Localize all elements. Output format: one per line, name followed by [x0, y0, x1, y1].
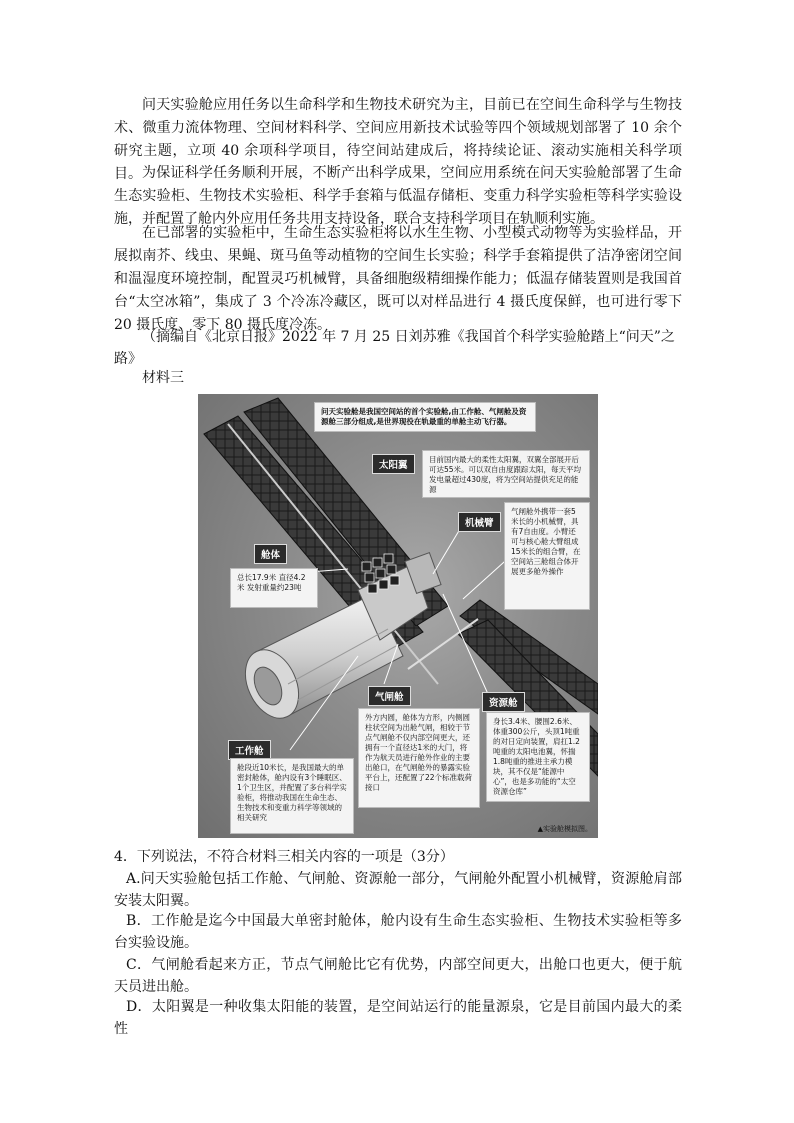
- solar-wing-callout: 目前国内最大的柔性太阳翼，双翼全部展开后可达55米。可以双自由度跟踪太阳，每天平均发电量超过430度，将为空间站提供充足的能源: [422, 450, 590, 498]
- resource-module-tag: 资源舱: [482, 692, 525, 712]
- figure-note: ▲实验舱模拟图。: [537, 825, 592, 833]
- airlock-callout: 外方内圆，舱体为方形，内侧圆柱状空间为出舱气闸，相较于节点气闸舱不仅内部空间更大，还拥有一个直径达1米的大门，将作为航天员进行舱外作业的主要出舱口，在气闸舱外的暴露实验平台上，还配置了22个标准载荷接口: [358, 708, 480, 808]
- option-d: D．太阳翼是一种收集太阳能的装置，是空间站运行的能量源泉，它是目前国内最大的柔性: [114, 999, 682, 1037]
- resource-module-callout: 身长3.4米、腰围2.6米、体重300公斤，头顶1吨重的对日定向装置，肩扛1.2吨重的太阳电池翼，怀揣1.8吨重的推进主承力模块，其不仅是“能源中心”，也是多功能的“太空资源仓库”: [486, 712, 590, 802]
- robot-arm-tag: 机械臂: [458, 512, 501, 532]
- option-c: C．气闸舱看起来方正，节点气闸舱比它有优势，内部空间更大，出舱口也更大，便于航天员进出舱。: [114, 957, 682, 995]
- option-a: A.问天实验舱包括工作舱、气闸舱、资源舱一部分，气闸舱外配置小机械臂，资源舱肩部安装太阳翼。: [114, 871, 682, 909]
- work-module-callout: 舱段近10米长，是我国最大的单密封舱体，舱内设有3个睡眠区、1个卫生区，并配置了多台科学实验柜，将推动我国在生命生态、生物技术和变重力科学等领域的相关研究: [230, 758, 354, 834]
- work-module-tag: 工作舱: [228, 740, 271, 760]
- material-three-label: 材料三: [142, 370, 184, 386]
- paragraph-2: 为保证科学任务顺利开展，不断产出科学成果，空间应用系统在问天实验舱部署了生命生态实验柜、生物技术实验柜、科学手套箱与低温存储柜、变重力科学实验柜等科学实验设施，并配置了舱内外应用任务共用支持设备，联合支持科学项目在轨顺利实施。: [114, 165, 682, 227]
- solar-wing-tag: 太阳翼: [372, 454, 415, 474]
- robot-arm-callout: 气闸舱外携带一套5米长的小机械臂，具有7自由度。小臂还可与核心舱大臂组成15米长的组合臂，在空间站三舱组合体开展更多舱外操作: [504, 502, 590, 610]
- paragraph-3: 在已部署的实验柜中，生命生态实验柜将以水生生物、小型模式动物等为实验样品，开展拟南芥、线虫、果蝇、斑马鱼等动植物的空间生长实验；科学手套箱提供了洁净密闭空间和温湿度环境控制，配置灵巧机械臂，具备细胞级精细操作能力；低温存储装置则是我国首台“太空冰箱”，集成了 3 个冷冻冷藏区，既可以对样品进行 4 摄氏度保鲜，也可进行零下 20 摄氏度、零下 80 摄氏度冷冻。: [114, 225, 682, 333]
- space-station-figure: [198, 394, 598, 838]
- intro-callout: 问天实验舱是我国空间站的首个实验舱,由工作舱、气闸舱及资源舱三部分组成,是世界现役在轨最重的单舱主动飞行器。: [314, 402, 536, 432]
- airlock-tag: 气闸舱: [368, 686, 411, 706]
- hull-tag: 舱体: [254, 544, 287, 564]
- question-stem: 4．下列说法，不符合材料三相关内容的一项是（3分）: [114, 849, 454, 865]
- paragraph-1: 问天实验舱应用任务以生命科学和生物技术研究为主，目前已在空间生命科学与生物技术、微重力流体物理、空间材料科学、空间应用新技术试验等四个领域规划部署了 10 余个研究主题，立项 40 余项科学项目，待空间站建成后，将持续论证、滚动实施相关科学项目。: [114, 97, 682, 182]
- hull-callout: 总长17.9米 直径4.2米 发射重量约23吨: [230, 568, 318, 608]
- option-b: B．工作舱是迄今中国最大单密封舱体，舱内设有生命生态实验柜、生物技术实验柜等多台实验设施。: [114, 913, 682, 951]
- source-citation: （摘编自《北京日报》2022 年 7 月 25 日刘苏雅《我国首个科学实验舱踏上“问天”之路》: [114, 329, 675, 367]
